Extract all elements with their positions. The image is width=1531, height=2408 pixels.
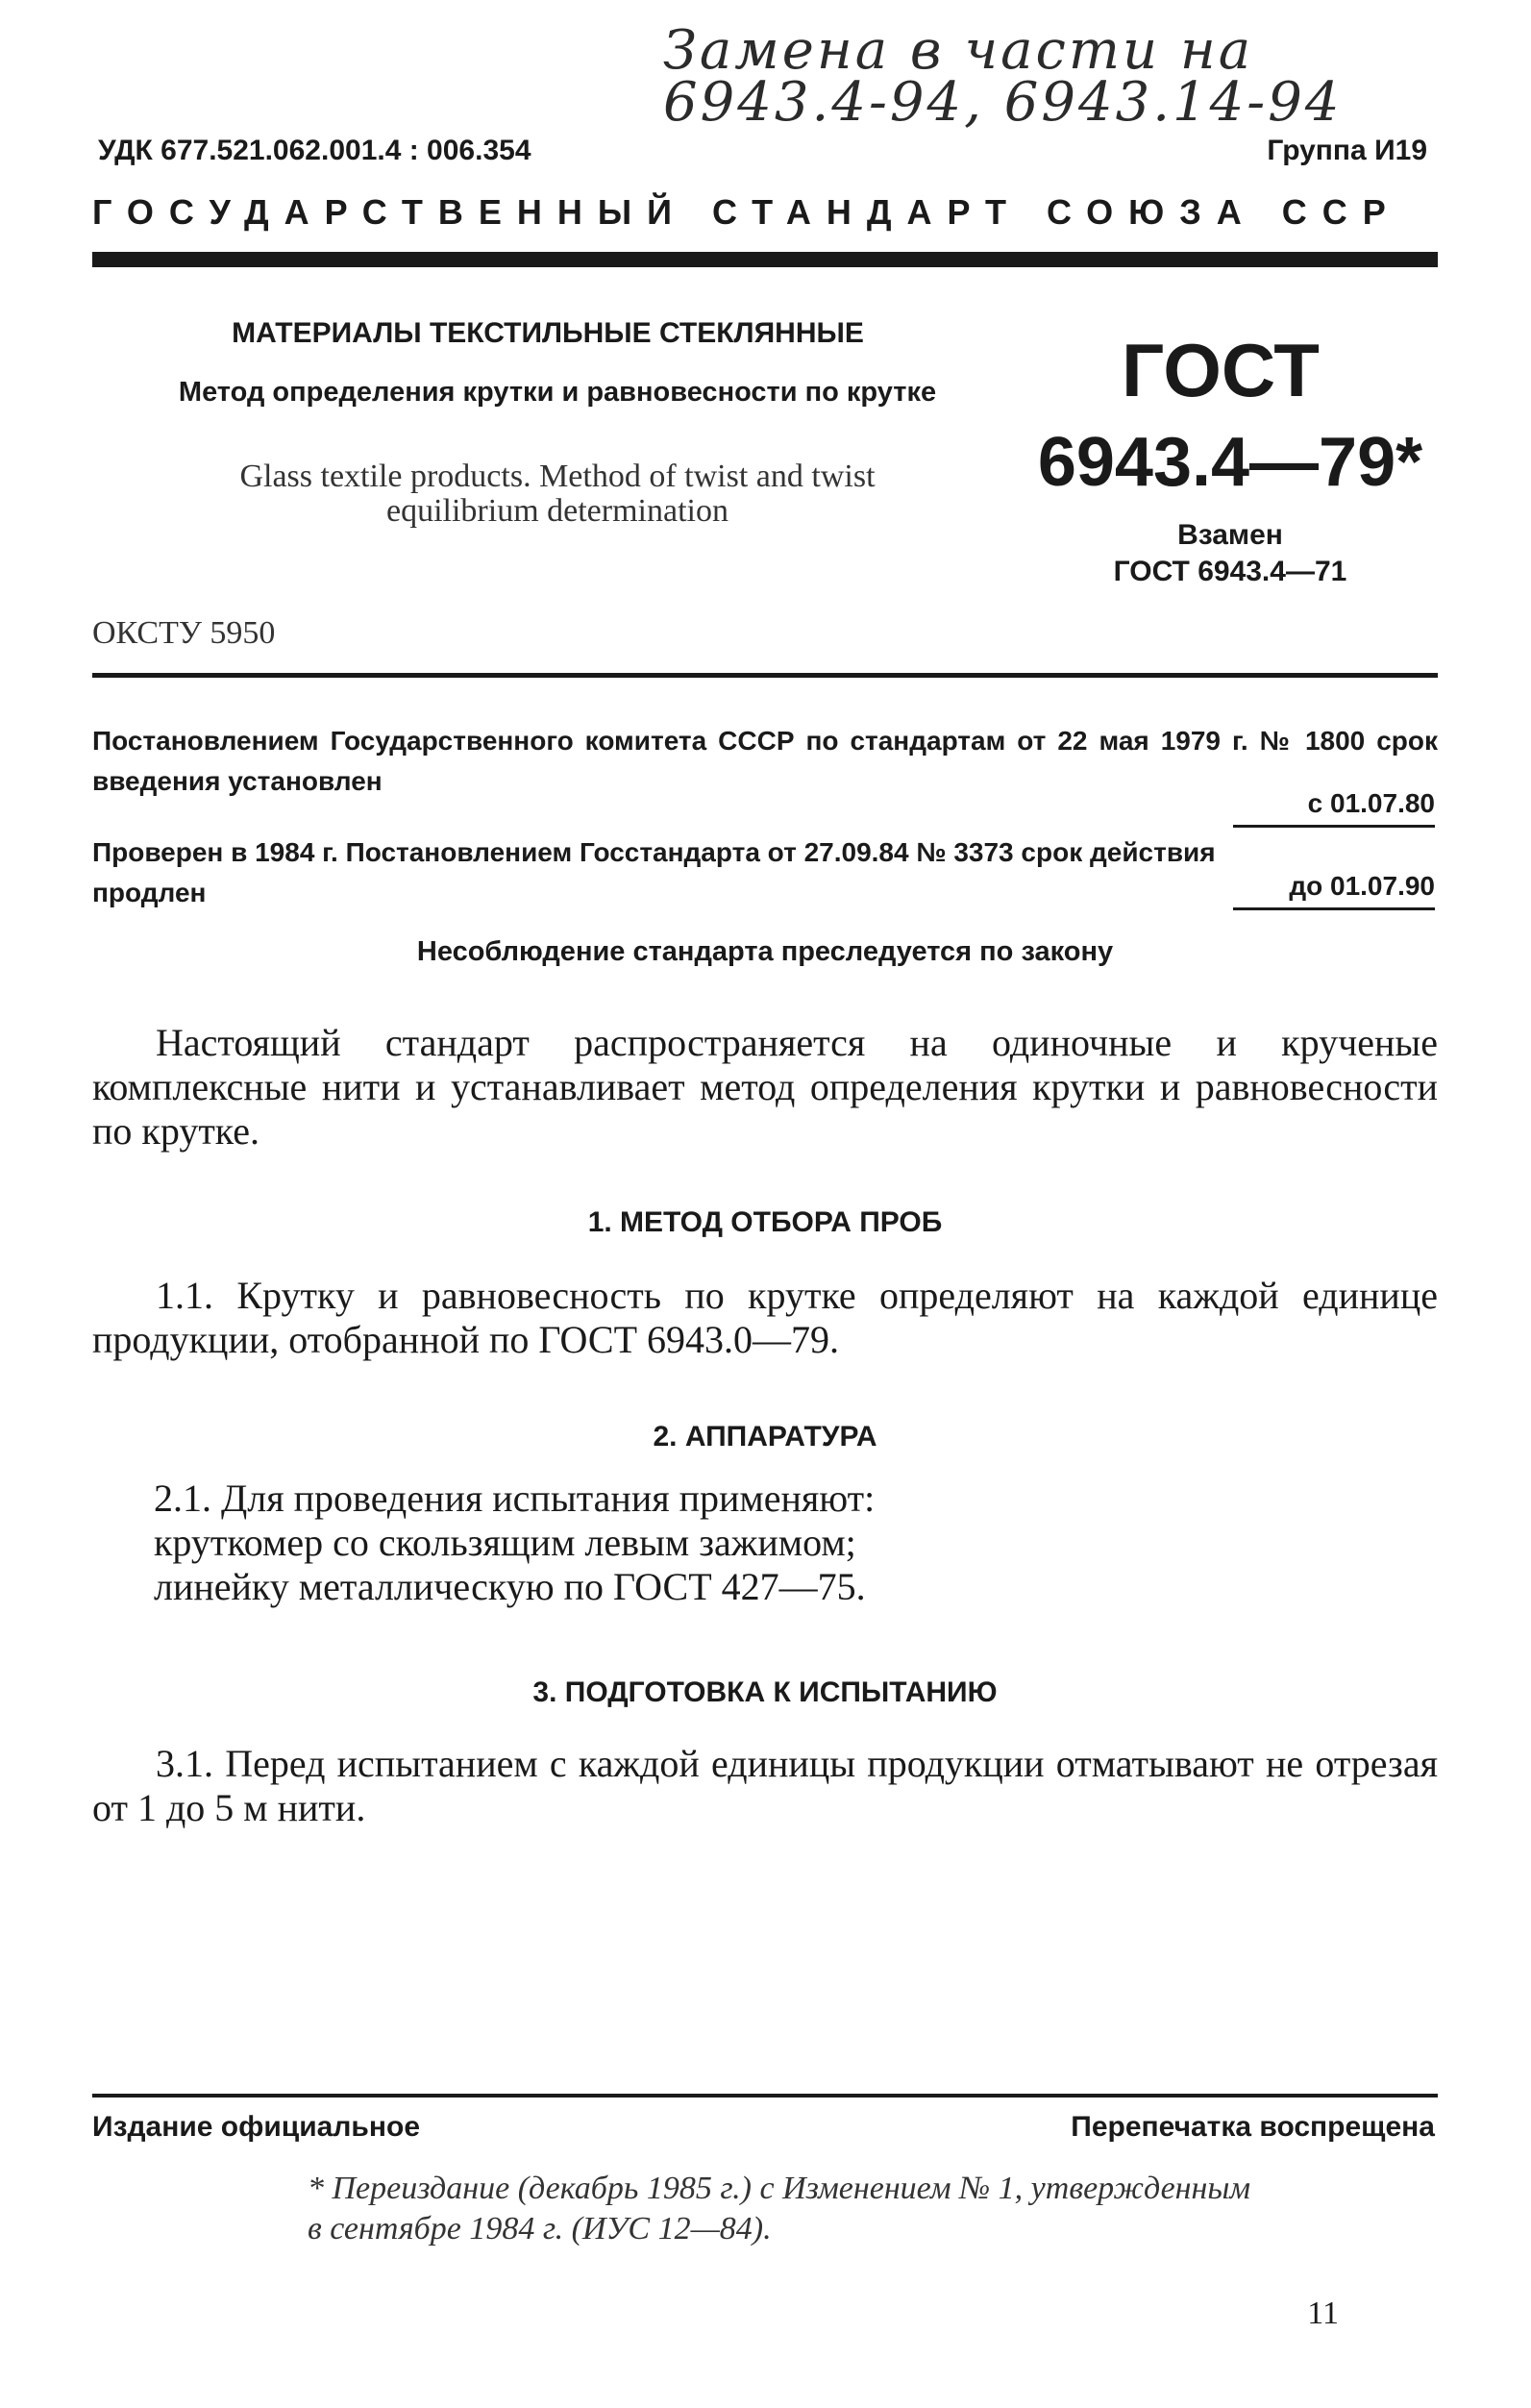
- section-3-paragraph: 3.1. Перед испытанием с каждой единицы продукции отматывают не отрезая от 1 до 5 м нити.: [92, 1742, 1438, 1829]
- replaces-standard: ГОСТ 6943.4—71: [1113, 556, 1347, 587]
- title-main: МАТЕРИАЛЫ ТЕКСТИЛЬНЫЕ СТЕКЛЯННЫЕ: [232, 317, 864, 349]
- handwritten-note-line1: Замена в части на: [663, 19, 1254, 82]
- state-standard-heading: ГОСУДАРСТВЕННЫЙ СТАНДАРТ СОЮЗА ССР: [92, 192, 1401, 232]
- footer-divider: [92, 2094, 1438, 2098]
- checked-text: Проверен в 1984 г. Постановлением Госстандарта от 27.09.84 № 3373 срок действия продлен: [92, 837, 1216, 907]
- section-1-heading: 1. МЕТОД ОТБОРА ПРОБ: [587, 1206, 943, 1238]
- section-2-list: [154, 1477, 1403, 1609]
- header-divider: [92, 252, 1438, 267]
- section-2-line-2: круткомер со скользящим левым зажимом;: [154, 1521, 856, 1564]
- reprint-prohibited-label: Перепечатка воспрещена: [1071, 2111, 1435, 2143]
- gost-number: 6943.4—79*: [1037, 424, 1423, 501]
- section-3-heading: 3. ПОДГОТОВКА К ИСПЫТАНИЮ: [532, 1676, 998, 1708]
- intro-paragraph: Настоящий стандарт распространяется на одиночные и крученые комплексные нити и устанавливает метод определения крутки и равновесности по крутке.: [92, 1021, 1438, 1153]
- title-english: Glass textile products. Method of twist and twist equilibrium determination: [239, 459, 876, 529]
- official-edition-label: Издание официальное: [92, 2111, 421, 2143]
- section-2-heading: 2. АППАРАТУРА: [653, 1421, 877, 1452]
- udk-code: УДК 677.521.062.001.4 : 006.354: [98, 135, 531, 166]
- handwritten-note-line2: 6943.4-94, 6943.14-94: [663, 71, 1343, 134]
- decree-text: Постановлением Государственного комитета СССР по стандартам от 22 мая 1979 г. № 1800 срок введения установлен: [92, 726, 1438, 796]
- section-2-line-1: 2.1. Для проведения испытания применяют:: [154, 1477, 876, 1520]
- noncompliance-notice: Несоблюдение стандарта преследуется по закону: [416, 936, 1114, 967]
- oksty-code: ОКСТУ 5950: [92, 615, 276, 651]
- section-1-paragraph: 1.1. Крутку и равновесность по крутке определяют на каждой единице продукции, отобранной по ГОСТ 6943.0—79.: [92, 1274, 1438, 1361]
- effective-from-date: с 01.07.80: [1233, 788, 1435, 828]
- section-divider: [92, 673, 1438, 678]
- title-sub: Метод определения крутки и равновесности по крутке: [178, 377, 937, 408]
- page-number: 11: [1307, 2296, 1339, 2331]
- gost-label: ГОСТ: [1122, 328, 1320, 412]
- extended-until-date: до 01.07.90: [1233, 871, 1435, 910]
- group-code: Группа И19: [1267, 135, 1427, 166]
- reissue-footnote: * Переиздание (декабрь 1985 г.) с Изменением № 1, утвержденным в сентябре 1984 г. (ИУС 12—84).: [308, 2171, 1251, 2247]
- replaces-label: Взамен: [1177, 519, 1283, 551]
- section-2-line-3: линейку металлическую по ГОСТ 427—75.: [154, 1565, 866, 1608]
